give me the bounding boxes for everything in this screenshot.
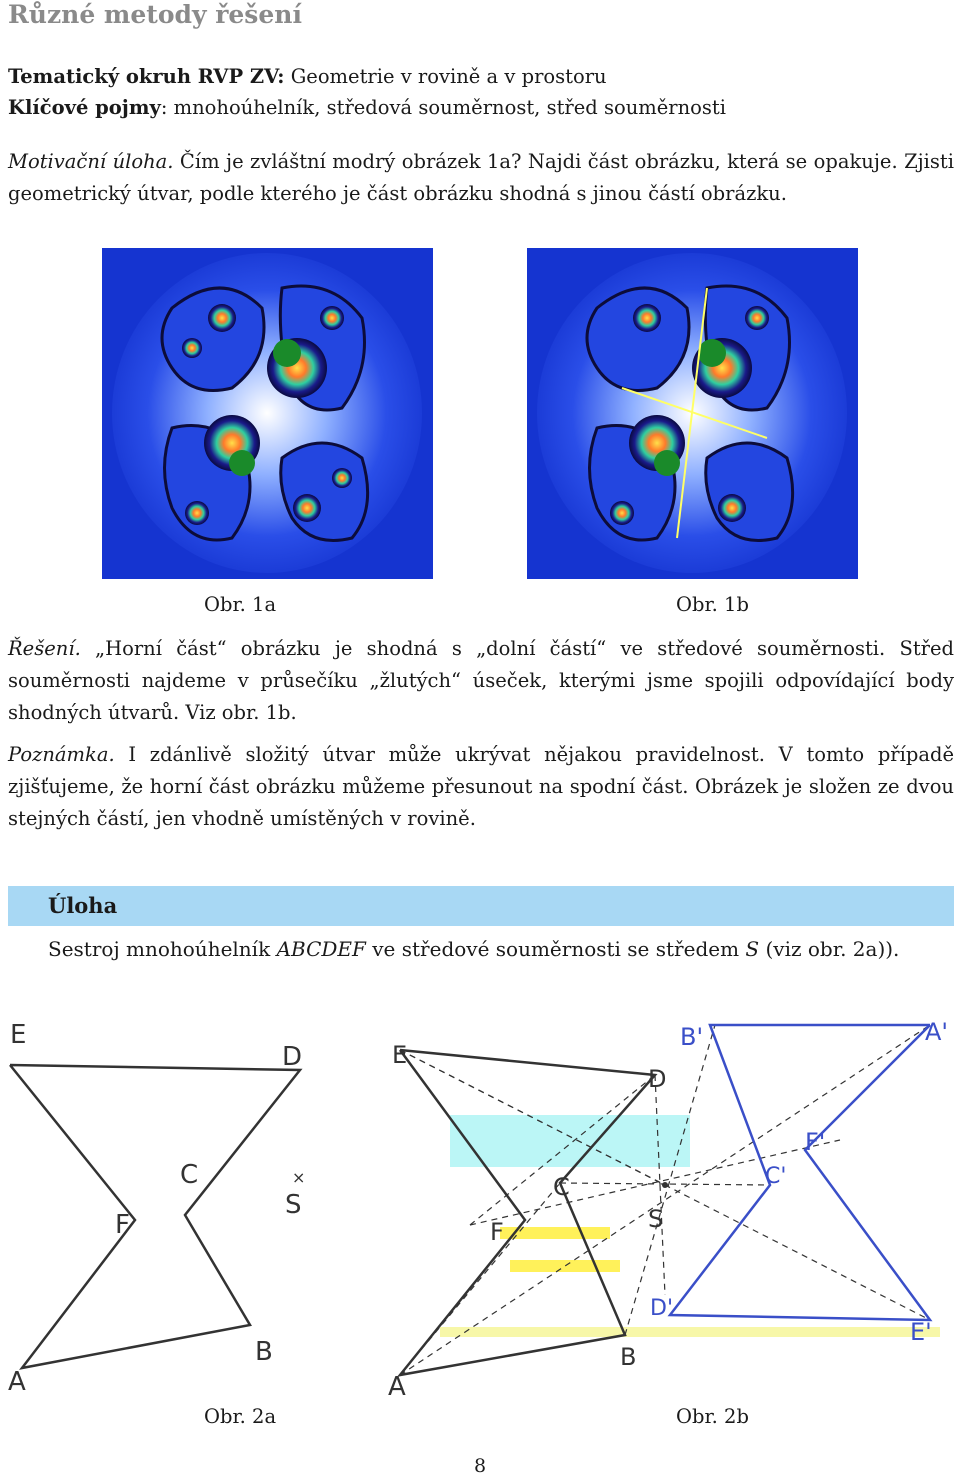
- task-heading-bar: [8, 886, 954, 926]
- label-B: B: [620, 1343, 637, 1371]
- label-S: S: [648, 1205, 664, 1233]
- solution-paragraph: [8, 633, 954, 729]
- label-D: D: [648, 1065, 667, 1093]
- task-heading: Úloha: [48, 893, 118, 918]
- note-label: Poznámka.: [8, 743, 115, 766]
- label-A: A: [388, 1372, 406, 1400]
- sketch-figure-2a: [0, 1005, 380, 1400]
- page-number: 8: [473, 1455, 487, 1477]
- caption-1a: Obr. 1a: [204, 593, 277, 616]
- cyan-highlight: [450, 1115, 690, 1167]
- label-C: C: [180, 1160, 199, 1190]
- task-center-name: S: [745, 937, 760, 961]
- solution-text: „Horní část“ obrázku je shodná s „dolní částí“ ve středové souměrnosti. Střed souměrnosti najdeme v průsečíku „žlutých“ úseček, kterými jsme spojili odpovídající body shodných útvarů. Viz obr. 1b.: [8, 637, 954, 724]
- label-A: A: [8, 1367, 26, 1397]
- center-mark: ×: [292, 1168, 306, 1187]
- solution-label: Řešení.: [8, 637, 81, 660]
- motivation-paragraph: [8, 146, 954, 210]
- polygon-reflected: [670, 1025, 930, 1320]
- label-B: B: [255, 1337, 273, 1367]
- note-paragraph: [8, 739, 954, 835]
- yellow-mark-2: [510, 1260, 620, 1272]
- task-text: [48, 934, 899, 964]
- label-F: F: [490, 1218, 504, 1246]
- fractal-figure-1b: [527, 248, 858, 579]
- label-E1: E': [910, 1318, 932, 1346]
- label-E: E: [10, 1020, 27, 1050]
- sketch-figure-2b: [380, 1005, 955, 1400]
- label-F1: F': [805, 1128, 826, 1156]
- task-polygon-name: ABCDEF: [276, 937, 366, 961]
- caption-1b: Obr. 1b: [676, 593, 749, 616]
- page-title: Různé metody řešení: [8, 0, 302, 29]
- label-A1: A': [925, 1018, 949, 1046]
- rvp-value-concepts: : mnohoúhelník, středová souměrnost, střed souměrnosti: [160, 96, 726, 119]
- label-F: F: [115, 1210, 130, 1240]
- polygon-original: [400, 1050, 655, 1375]
- polygon-abcdef: [10, 1065, 300, 1368]
- label-B1: B': [680, 1023, 704, 1051]
- note-text: I zdánlivě složitý útvar může ukrývat nějakou pravidelnost. V tomto případě zjišťujeme, že horní část obrázku můžeme přesunout na spodní část. Obrázek je složen ze dvou stejných částí, jen vhodně umístěných v rovině.: [8, 743, 954, 830]
- center-point: [662, 1182, 668, 1188]
- rvp-value-topic: Geometrie v rovině a v prostoru: [284, 65, 607, 88]
- label-C: C: [553, 1173, 570, 1201]
- caption-2a: Obr. 2a: [204, 1405, 277, 1428]
- label-D1: D': [650, 1296, 673, 1321]
- rvp-block: [8, 61, 726, 123]
- task-text-after: (viz obr. 2a)).: [759, 937, 900, 961]
- yellow-mark-3: [440, 1327, 940, 1337]
- label-D: D: [282, 1042, 303, 1072]
- fractal-figure-1a: [102, 248, 433, 579]
- label-E: E: [392, 1041, 408, 1069]
- task-text-middle: ve středové souměrnosti se středem: [365, 937, 746, 961]
- motivation-text: Čím je zvláštní modrý obrázek 1a? Najdi část obrázku, která se opakuje. Zjisti geometrický útvar, podle kterého je část obrázku shodná s jinou částí obrázku.: [8, 150, 954, 205]
- motivation-label: Motivační úloha.: [8, 150, 174, 173]
- caption-2b: Obr. 2b: [676, 1405, 749, 1428]
- rvp-label-concepts: Klíčové pojmy: [8, 96, 161, 119]
- task-text-before: Sestroj mnohoúhelník: [48, 937, 277, 961]
- label-S: S: [285, 1190, 302, 1220]
- label-C1: C': [765, 1164, 787, 1189]
- rvp-label-topic: Tematický okruh RVP ZV:: [8, 65, 285, 88]
